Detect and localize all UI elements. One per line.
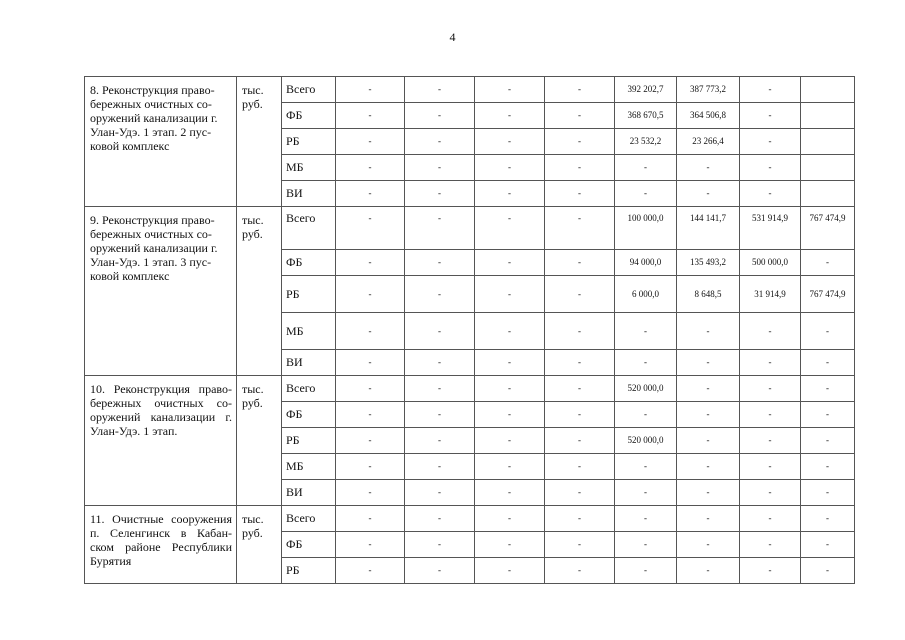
value-cell: - bbox=[545, 155, 615, 181]
value-cell: 135 493,2 bbox=[677, 250, 740, 276]
value-cell: - bbox=[336, 376, 405, 402]
value-cell: - bbox=[336, 350, 405, 376]
value-cell: - bbox=[336, 181, 405, 207]
value-cell: - bbox=[405, 402, 475, 428]
value-cell: - bbox=[740, 313, 801, 350]
value-cell: - bbox=[336, 558, 405, 584]
value-cell: - bbox=[475, 250, 545, 276]
value-cell: - bbox=[405, 506, 475, 532]
table-row bbox=[85, 77, 855, 103]
value-cell: - bbox=[545, 77, 615, 103]
unit-label: тыс. руб. bbox=[237, 506, 282, 584]
value-cell: - bbox=[740, 506, 801, 532]
table-row bbox=[85, 376, 855, 402]
value-cell: - bbox=[475, 77, 545, 103]
value-cell: - bbox=[615, 506, 677, 532]
value-cell: - bbox=[475, 454, 545, 480]
value-cell: - bbox=[405, 532, 475, 558]
value-cell: - bbox=[405, 454, 475, 480]
value-cell: - bbox=[405, 129, 475, 155]
value-cell: - bbox=[475, 532, 545, 558]
value-cell: - bbox=[475, 129, 545, 155]
source-label: ФБ bbox=[282, 532, 336, 558]
value-cell: - bbox=[545, 207, 615, 250]
value-cell: - bbox=[615, 480, 677, 506]
value-cell: - bbox=[677, 402, 740, 428]
project-name: 9. Реконструкция право-бережных очистных со-оружений канализации г. Улан-Удэ. 1 этап. 3 пус-ковой комплекс bbox=[85, 207, 237, 376]
value-cell: 387 773,2 bbox=[677, 77, 740, 103]
value-cell: - bbox=[405, 313, 475, 350]
value-cell: - bbox=[545, 350, 615, 376]
source-label: ВИ bbox=[282, 480, 336, 506]
value-cell: - bbox=[405, 276, 475, 313]
value-cell: - bbox=[336, 276, 405, 313]
value-cell: - bbox=[615, 313, 677, 350]
value-cell: - bbox=[615, 532, 677, 558]
value-cell: - bbox=[475, 428, 545, 454]
value-cell: - bbox=[677, 558, 740, 584]
value-cell: - bbox=[475, 103, 545, 129]
value-cell bbox=[801, 155, 855, 181]
value-cell: - bbox=[336, 103, 405, 129]
value-cell: - bbox=[336, 155, 405, 181]
value-cell: - bbox=[545, 402, 615, 428]
value-cell: - bbox=[405, 207, 475, 250]
unit-label: тыс. руб. bbox=[237, 77, 282, 207]
source-label: МБ bbox=[282, 313, 336, 350]
value-cell: - bbox=[405, 77, 475, 103]
value-cell: - bbox=[405, 155, 475, 181]
value-cell: - bbox=[677, 506, 740, 532]
source-label: ФБ bbox=[282, 103, 336, 129]
unit-label: тыс. руб. bbox=[237, 207, 282, 376]
value-cell: - bbox=[677, 428, 740, 454]
value-cell: - bbox=[405, 376, 475, 402]
value-cell: - bbox=[475, 376, 545, 402]
project-name: 11. Очистные сооружения п. Селенгинск в Кабан-ском районе Республики Бурятия bbox=[85, 506, 237, 584]
value-cell: 100 000,0 bbox=[615, 207, 677, 250]
source-label: ФБ bbox=[282, 250, 336, 276]
value-cell: - bbox=[740, 350, 801, 376]
source-label: РБ bbox=[282, 428, 336, 454]
value-cell: - bbox=[801, 480, 855, 506]
value-cell: - bbox=[475, 276, 545, 313]
value-cell: - bbox=[545, 181, 615, 207]
value-cell: - bbox=[677, 376, 740, 402]
value-cell: - bbox=[545, 129, 615, 155]
value-cell: 8 648,5 bbox=[677, 276, 740, 313]
value-cell: - bbox=[545, 532, 615, 558]
value-cell: - bbox=[740, 103, 801, 129]
source-label: ВИ bbox=[282, 181, 336, 207]
table-row bbox=[85, 207, 855, 250]
source-label: РБ bbox=[282, 558, 336, 584]
value-cell: - bbox=[475, 313, 545, 350]
source-label: МБ bbox=[282, 454, 336, 480]
value-cell: - bbox=[740, 428, 801, 454]
page-number: 4 bbox=[449, 30, 456, 44]
value-cell: - bbox=[545, 250, 615, 276]
project-name: 8. Реконструкция право-бережных очистных со-оружений канализации г. Улан-Удэ. 1 этап. 2 пус-ковой комплекс bbox=[85, 77, 237, 207]
value-cell: - bbox=[677, 181, 740, 207]
value-cell bbox=[801, 129, 855, 155]
value-cell: 31 914,9 bbox=[740, 276, 801, 313]
value-cell: - bbox=[677, 155, 740, 181]
value-cell: 520 000,0 bbox=[615, 376, 677, 402]
value-cell: 767 474,9 bbox=[801, 207, 855, 250]
value-cell: - bbox=[740, 402, 801, 428]
value-cell: - bbox=[336, 428, 405, 454]
value-cell: - bbox=[615, 454, 677, 480]
value-cell: - bbox=[740, 129, 801, 155]
value-cell: - bbox=[801, 428, 855, 454]
value-cell: - bbox=[545, 428, 615, 454]
value-cell: - bbox=[405, 250, 475, 276]
value-cell: - bbox=[405, 428, 475, 454]
value-cell: - bbox=[405, 181, 475, 207]
value-cell: - bbox=[475, 402, 545, 428]
project-name: 10. Реконструкция право-бережных очистных со-оружений канализации г. Улан-Удэ. 1 этап. bbox=[85, 376, 237, 506]
value-cell: 94 000,0 bbox=[615, 250, 677, 276]
value-cell: - bbox=[615, 181, 677, 207]
source-label: Всего bbox=[282, 77, 336, 103]
value-cell: - bbox=[677, 313, 740, 350]
value-cell: - bbox=[740, 532, 801, 558]
value-cell: - bbox=[615, 350, 677, 376]
value-cell: - bbox=[545, 480, 615, 506]
value-cell: - bbox=[740, 376, 801, 402]
value-cell: - bbox=[740, 454, 801, 480]
source-label: РБ bbox=[282, 129, 336, 155]
value-cell: - bbox=[475, 350, 545, 376]
value-cell: - bbox=[801, 376, 855, 402]
value-cell: - bbox=[336, 207, 405, 250]
value-cell: 520 000,0 bbox=[615, 428, 677, 454]
value-cell bbox=[801, 77, 855, 103]
source-label: Всего bbox=[282, 376, 336, 402]
value-cell: - bbox=[801, 506, 855, 532]
value-cell: - bbox=[677, 532, 740, 558]
value-cell: - bbox=[545, 276, 615, 313]
value-cell: - bbox=[405, 103, 475, 129]
value-cell: - bbox=[475, 558, 545, 584]
value-cell: 144 141,7 bbox=[677, 207, 740, 250]
value-cell: - bbox=[801, 313, 855, 350]
value-cell: - bbox=[801, 532, 855, 558]
value-cell: 364 506,8 bbox=[677, 103, 740, 129]
value-cell: 531 914,9 bbox=[740, 207, 801, 250]
value-cell: - bbox=[677, 480, 740, 506]
value-cell: 500 000,0 bbox=[740, 250, 801, 276]
value-cell: 368 670,5 bbox=[615, 103, 677, 129]
value-cell: - bbox=[545, 376, 615, 402]
value-cell: - bbox=[336, 454, 405, 480]
value-cell: - bbox=[475, 480, 545, 506]
value-cell bbox=[801, 103, 855, 129]
value-cell: - bbox=[801, 454, 855, 480]
value-cell: - bbox=[475, 207, 545, 250]
value-cell: - bbox=[740, 480, 801, 506]
table-row bbox=[85, 506, 855, 532]
value-cell: - bbox=[336, 532, 405, 558]
value-cell: 23 266,4 bbox=[677, 129, 740, 155]
source-label: Всего bbox=[282, 207, 336, 250]
value-cell: - bbox=[336, 402, 405, 428]
funding-table bbox=[84, 76, 855, 584]
value-cell: - bbox=[336, 129, 405, 155]
value-cell: - bbox=[677, 350, 740, 376]
source-label: ФБ bbox=[282, 402, 336, 428]
value-cell: - bbox=[801, 250, 855, 276]
value-cell: - bbox=[615, 155, 677, 181]
value-cell: - bbox=[336, 506, 405, 532]
source-label: МБ bbox=[282, 155, 336, 181]
value-cell: - bbox=[740, 155, 801, 181]
unit-label: тыс. руб. bbox=[237, 376, 282, 506]
value-cell: - bbox=[801, 402, 855, 428]
value-cell: - bbox=[740, 77, 801, 103]
value-cell: - bbox=[740, 181, 801, 207]
value-cell: - bbox=[615, 558, 677, 584]
value-cell: - bbox=[545, 506, 615, 532]
value-cell: - bbox=[677, 454, 740, 480]
value-cell: - bbox=[336, 250, 405, 276]
value-cell: - bbox=[801, 350, 855, 376]
value-cell: - bbox=[336, 480, 405, 506]
value-cell: - bbox=[740, 558, 801, 584]
value-cell: - bbox=[475, 506, 545, 532]
value-cell: 23 532,2 bbox=[615, 129, 677, 155]
value-cell: - bbox=[475, 181, 545, 207]
value-cell: - bbox=[615, 402, 677, 428]
source-label: Всего bbox=[282, 506, 336, 532]
value-cell: - bbox=[405, 558, 475, 584]
value-cell: - bbox=[405, 350, 475, 376]
value-cell: - bbox=[545, 454, 615, 480]
source-label: ВИ bbox=[282, 350, 336, 376]
source-label: РБ bbox=[282, 276, 336, 313]
value-cell: - bbox=[336, 313, 405, 350]
value-cell: - bbox=[545, 558, 615, 584]
value-cell: - bbox=[545, 313, 615, 350]
value-cell: 392 202,7 bbox=[615, 77, 677, 103]
value-cell: 6 000,0 bbox=[615, 276, 677, 313]
value-cell: - bbox=[475, 155, 545, 181]
value-cell: 767 474,9 bbox=[801, 276, 855, 313]
value-cell: - bbox=[405, 480, 475, 506]
value-cell: - bbox=[801, 558, 855, 584]
value-cell: - bbox=[545, 103, 615, 129]
value-cell: - bbox=[336, 77, 405, 103]
value-cell bbox=[801, 181, 855, 207]
